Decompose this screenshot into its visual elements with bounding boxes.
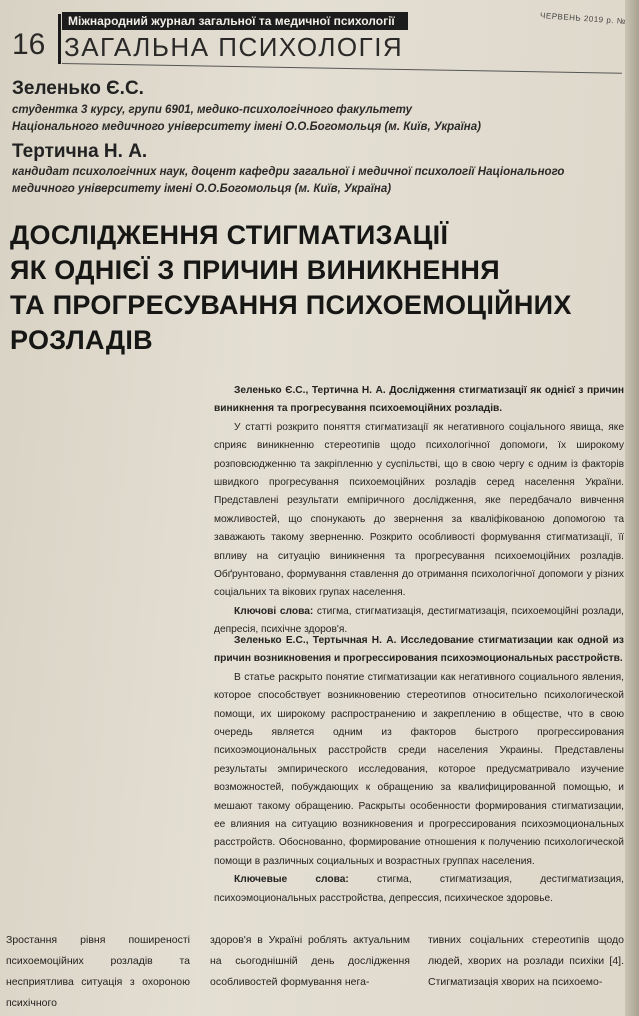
affiliation-line: Національного медичного університету імені О.О.Богомольця (м. Київ, Україна): [12, 121, 481, 133]
body-column-2: [210, 930, 410, 993]
title-line: ТА ПРОГРЕСУВАННЯ ПСИХОЕМОЦІЙНИХ: [10, 290, 572, 320]
abstract-ukrainian: [214, 382, 624, 640]
article-title: [10, 218, 610, 358]
page-edge: [625, 0, 639, 1016]
author-affiliation-2: [12, 164, 564, 198]
column-text: Зростання рівня поширеності психоемоційних розладів та несприятлива ситуація з охороною психічного: [6, 934, 190, 1009]
affiliation-line: медичного університету імені О.О.Богомольця (м. Київ, Україна): [12, 183, 392, 195]
column-text: тивних соціальних стереотипів щодо людей, хворих на розлади психіки [4]. Стигматизація хворих на психоемо-: [428, 934, 624, 988]
column-text: здоров'я в Україні роблять актуальним на сьогоднішній день дослідження особливостей формування нега-: [210, 934, 410, 988]
author-name-2: Тертична Н. А.: [12, 141, 148, 162]
abstract-body: У статті розкрито поняття стигматизації як негативного соціального явища, яке сприяє виникненню стереотипів щодо психологічної допомоги, їх широкому розповсюдженню та закріпленню у суспільстві, що в свою чергу є одним із факторів швидкого прогресування психоемоційних розладів серед населення України. Представлені результати емпіричного дослідження, яке передбачало вивчення можливостей, що спонукають до звернення за кваліфікованою допомогою та заважають такому зверненню. Розкрито особливості формування стигматизації, її впливу на ситуацію виникнення та прогресування психоемоційних розладів. Обґрунтовано, формування ставлення до отримання психологічної допомоги у різних соціальних та вікових групах населення.: [214, 421, 624, 599]
header-divider: [58, 14, 61, 64]
abstract-lead: Зеленько Е.С., Тертычная Н. А. Исследование стигматизации как одной из причин возникновения и прогрессирования психоэмоциональных расстройств.: [214, 635, 624, 665]
author-affiliation-1: [12, 102, 481, 136]
body-column-1: [6, 930, 190, 1014]
keywords-label: Ключові слова:: [234, 605, 314, 617]
affiliation-line: кандидат психологічних наук, доцент кафедри загальної і медичної психології Національного: [12, 166, 565, 178]
abstract-lead: Зеленько Є.С., Тертична Н. А. Дослідження стигматизації як однієї з причин виникнення та прогресування психоемоційних розладів.: [214, 385, 624, 415]
abstract-body: В статье раскрыто понятие стигматизации как негативного социального явления, которое способствует возникновению стереотипов относительно психологической помощи, их широкому распространению и закреплению в обществе, что в свою очередь является одним из факторов быстрого прогрессирования психоэмоциональных расстройств среди населения Украины. Представлены результаты эмпирического исследования, которое предусматривало изучение возможностей, побуждающих к обращению за квалифицированной помощью, и мешают такому обращению. Раскрыты особенности формирования стигматизации, ее влияния на ситуацию возникновения и прогрессирования психоэмоциональных расстройств. Обоснованно, формирование отношения к получению психологической помощи в различных социальных и возрастных группах населения.: [214, 671, 624, 867]
keywords-text: стигма, стигматизация, дестигматизация, психоэмоциональных расстройства, депрессия, психическое здоровье.: [214, 874, 624, 904]
journal-title-bar: Міжнародний журнал загальної та медичної психології: [62, 12, 408, 30]
abstract-russian: [214, 632, 624, 908]
abstract-keywords: [214, 871, 624, 908]
title-line: РОЗЛАДІВ: [10, 325, 153, 355]
title-line: ДОСЛІДЖЕННЯ СТИГМАТИЗАЦІЇ: [10, 220, 449, 250]
section-title: ЗАГАЛЬНА ПСИХОЛОГІЯ: [64, 32, 404, 62]
keywords-text: стигма, стигматизація, дестигматизація, психоемоційні розлади, депресія, психічне здоров'я.: [214, 605, 624, 636]
page-number: 16: [12, 28, 46, 61]
title-line: ЯК ОДНІЄЇ З ПРИЧИН ВИНИКНЕННЯ: [10, 255, 500, 285]
keywords-label: Ключевые слова:: [234, 874, 349, 886]
affiliation-line: студентка 3 курсу, групи 6901, медико-психологічного факультету: [12, 104, 412, 116]
header-rule: [62, 63, 622, 74]
issue-label: ЧЕРВЕНЬ 2019 р. №: [539, 11, 627, 26]
author-name-1: Зеленько Є.С.: [12, 78, 144, 99]
body-column-3: [428, 930, 624, 993]
